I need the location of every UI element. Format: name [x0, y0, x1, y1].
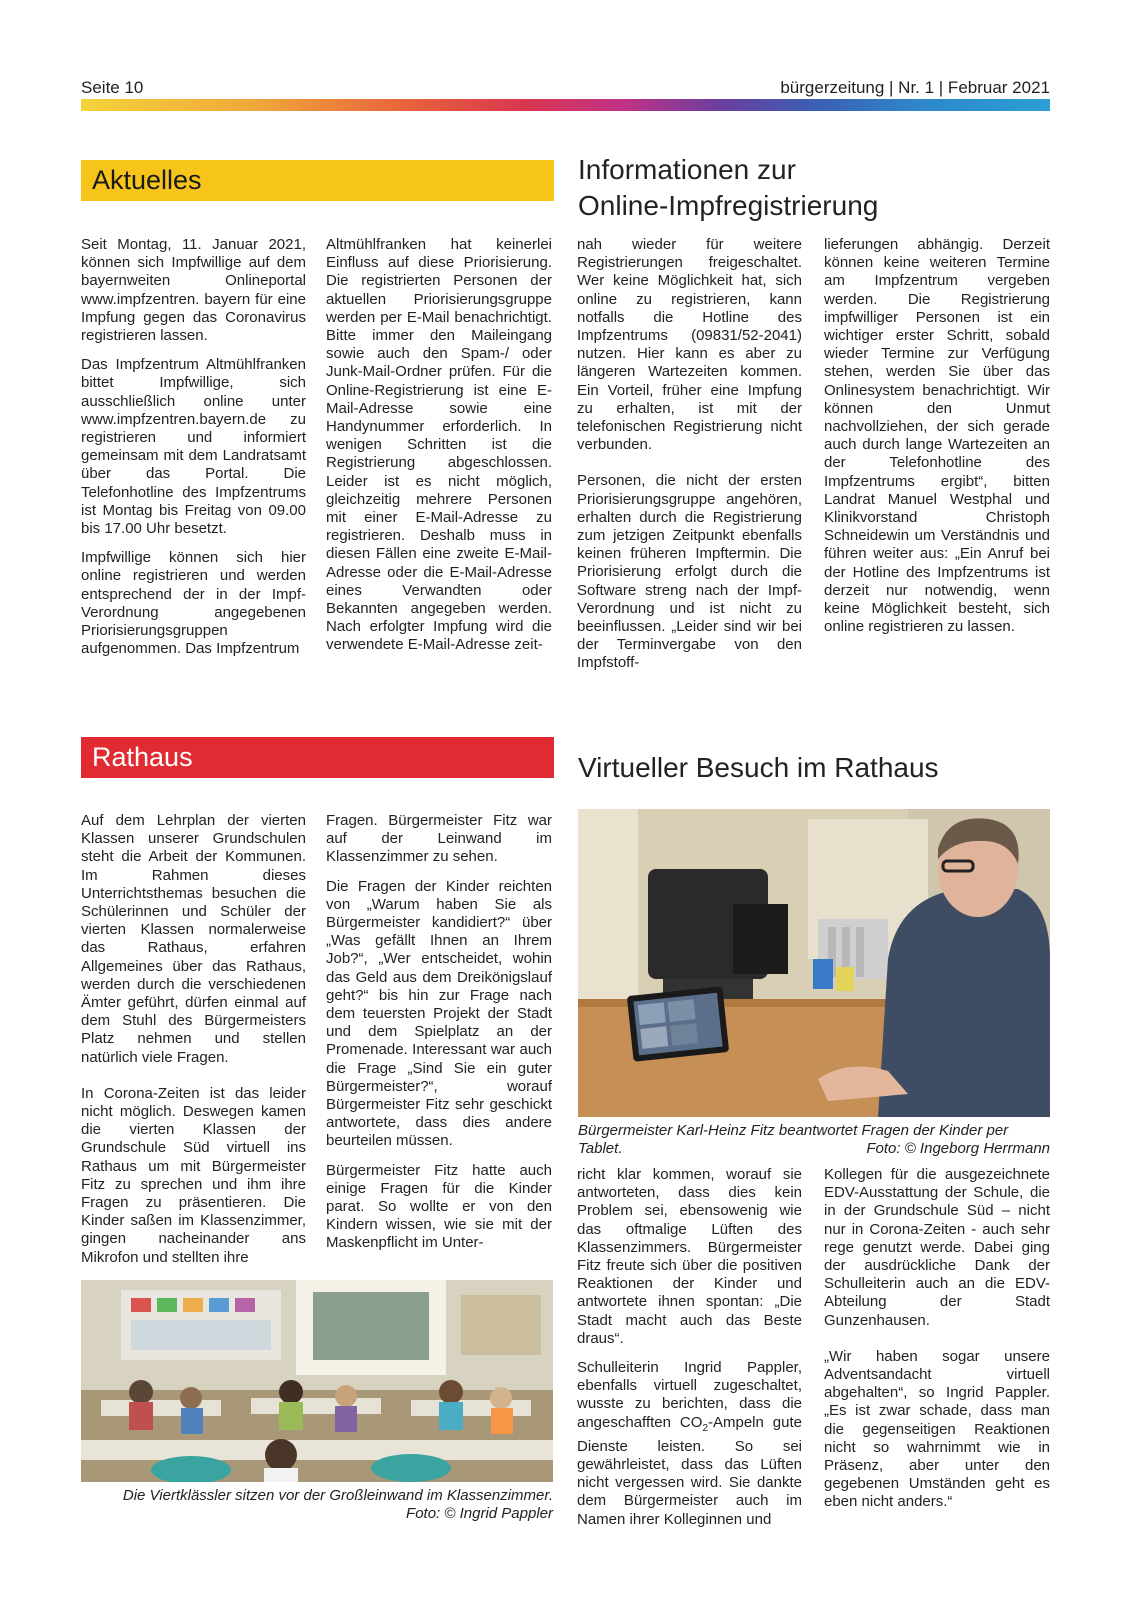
- photo-klassenzimmer-caption-line1: Die Viertklässler sitzen vor der Großleinwand im Klassenzimmer.: [122, 1487, 553, 1504]
- aktuelles-headline-line2: Online-Impfregistrierung: [578, 190, 879, 221]
- aktuelles-column-1: [81, 236, 306, 669]
- aktuelles-col1-paragraph-2: Das Impfzentrum Altmühlfranken bittet Impfwillige, sich ausschließlich online unter www.impfzentren.bayern.de zu registrieren und informiert gemeinsam mit dem Landratsamt über das Portal. Die Telefonhotline des Impfzentrums ist Montag bis Freitag von 09.00 bis 17.00 Uhr besetzt.: [81, 356, 306, 538]
- rathaus-col2-paragraph-3: Bürgermeister Fitz hatte auch einige Fragen für die Kinder parat. So wollte er von den Kindern wissen, wie sie mit der Maskenpflicht im Unter-: [326, 1161, 552, 1252]
- aktuelles-column-3: [577, 236, 802, 684]
- rathaus-col2-paragraph-1: Fragen. Bürgermeister Fitz war auf der Leinwand im Klassenzimmer zu sehen.: [326, 812, 552, 866]
- photo-buergermeister-caption-tablet: Tablet.: [578, 1140, 623, 1157]
- aktuelles-col1-paragraph-3: Impfwillige können sich hier online registrieren und werden entsprechend der in der Impf-Verordnung angegebenen Priorisierungsgruppen aufgenommen. Das Impfzentrum: [81, 549, 306, 658]
- rathaus-col1-paragraph-1: Auf dem Lehrplan der vierten Klassen unserer Grundschulen steht die Arbeit der Kommunen. Im Rahmen dieses Unterrichtsthemas besuchen die Schülerinnen und Schüler der vierten Klassen normalerweise das Rathaus, erfahren Allgemeines über das Rathaus, werden durch die verschiedenen Ämter geführt, dürfen einmal auf dem Stuhl des Bürgermeisters Platz nehmen und stellen natürlich viele Fragen.: [81, 812, 306, 1066]
- photo-buergermeister-tablet: [578, 809, 1050, 1117]
- aktuelles-col4-paragraph-1: lieferungen abhängig. Derzeit können keine weiteren Termine am Impfzentrum vergeben werden. Die Registrierung impfwilliger Personen ist ein wichtiger erster Schritt, sobald wieder Termine zur Verfügung stehen, werden Sie über das Onlinesystem benachrichtigt. Wir können den Unmut nachvollziehen, der sich gerade auch durch lange Wartezeiten an der Telefonhotline des Impfzentrums ergibt“, bitten Landrat Manuel Westphal und Klinikvorstand Christoph Schneidewin um Verständnis und führen weiter aus: „Ein Anruf bei der Hotline des Impfzentrums ist derzeit nur notwendig, wenn keine Möglichkeit besteht, sich online registrieren zu lassen.: [824, 236, 1050, 636]
- section-label-aktuelles: Aktuelles: [92, 165, 202, 195]
- photo-buergermeister-credit: Foto: © Ingeborg Herrmann: [866, 1140, 1050, 1157]
- aktuelles-headline: [578, 152, 878, 224]
- aktuelles-column-4: [824, 236, 1050, 647]
- rainbow-divider: [81, 99, 1050, 111]
- aktuelles-column-2: [326, 236, 552, 666]
- page-number: Seite 10: [81, 78, 144, 97]
- aktuelles-col3-paragraph-2: Personen, die nicht der ersten Priorisierungsgruppe angehören, erhalten durch die Registrierung zum jetzigen Zeitpunkt ebenfalls keinen früheren Impftermin. Die Priorisierung erfolgt durch die Software streng nach der Impf-Verordnung und ist nicht zu beeinflussen. „Leider sind wir bei der Terminvergabe von den Impfstoff-: [577, 472, 802, 672]
- rathaus-col4-paragraph-2: „Wir haben sogar unsere Adventsandacht virtuell abgehalten“, so Ingrid Pappler. „Es ist zwar schade, dass man die gegenseitigen Reaktionen nicht so wahrnimmt wie in Präsenz, aber unter den gegebenen Umständen geht es eben nicht anders.“: [824, 1347, 1050, 1511]
- rathaus-column-2: [326, 812, 552, 1264]
- photo-buergermeister-caption-line2: [578, 1140, 1050, 1158]
- aktuelles-headline-line1: Informationen zur: [578, 154, 796, 185]
- rathaus-headline: Virtueller Besuch im Rathaus: [578, 752, 939, 783]
- photo-buergermeister-caption: [578, 1122, 1050, 1158]
- aktuelles-col1-paragraph-1: Seit Montag, 11. Januar 2021, können sich Impfwillige auf dem bayernweiten Onlineportal www.impfzentren. bayern für eine Impfung gegen das Coronavirus registrieren lassen.: [81, 236, 306, 345]
- rathaus-column-1: [81, 812, 306, 1278]
- publication-info: bürgerzeitung | Nr. 1 | Februar 2021: [780, 78, 1050, 97]
- rathaus-col4-paragraph-1: Kollegen für die ausgezeichnete EDV-Ausstattung der Schule, die in der Grundschule Süd – nicht nur in Corona-Zeiten - auch sehr rege genutzt werde. Dabei ging der ausdrückliche Dank der Schulleiterin auch an die EDV-Abteilung der Stadt Gunzenhausen.: [824, 1166, 1050, 1329]
- section-label-rathaus: Rathaus: [92, 742, 193, 772]
- rathaus-col3-paragraph-2b: -Ampeln gute Dienste leisten. So sei gewährleistet, dass das Lüften nicht vergessen wird. Sie dankte dem Bürgermeister auch im Namen ihrer Kolleginnen und: [577, 1413, 803, 1528]
- aktuelles-col3-paragraph-1: nah wieder für weitere Registrierungen freigeschaltet. Wer keine Möglichkeit hat, sich online zu registrieren, kann notfalls die Hotline des Impfzentrums (09831/52-2041) nutzen. Hier kann es aber zu längeren Wartezeiten kommen. Ein Vorteil, früher eine Impfung zu erhalten, ist mit der telefonischen Registrierung nicht verbunden.: [577, 236, 802, 454]
- section-bar-aktuelles: [81, 160, 554, 201]
- photo-buergermeister-illustration: [578, 809, 1050, 1117]
- rathaus-col3-paragraph-2: [577, 1359, 802, 1529]
- photo-klassenzimmer-credit: Foto: © Ingrid Pappler: [406, 1505, 553, 1522]
- rathaus-col2-paragraph-2: Die Fragen der Kinder reichten von „Warum haben Sie als Bürgermeister kandidiert?“ über „Was gefällt Ihnen an Ihrem Job?“, „Wer entscheidet, wohin das Geld aus dem Dreikönigslauf geht?“ bis hin zur Frage nach dem teuersten Projekt der Stadt und dem Spielplatz an der Promenade. Interessant war auch die Frage „Sind Sie ein guter Bürgermeister?“, worauf Bürgermeister Fitz sehr geschickt antwortete, dass dies andere beurteilen müssen.: [326, 877, 552, 1150]
- photo-klassenzimmer: [81, 1280, 553, 1482]
- aktuelles-col2-paragraph-1: Altmühlfranken hat keinerlei Einfluss auf diese Priorisierung. Die registrierten Personen der aktuellen Priorisierungsgruppe werden per E-Mail benachrichtigt. Bitte immer den Maileingang sowie auch den Spam-/ oder Junk-Mail-Ordner prüfen. Für die Online-Registrierung ist eine E-Mail-Adresse sowie eine Handynummer erforderlich. In wenigen Schritten ist die Registrierung abgeschlossen. Leider ist es nicht möglich, gleichzeitig mehrere Personen mit einer E-Mail-Adresse zu registrieren. Deshalb muss in diesen Fällen eine zweite E-Mail-Adresse oder die E-Mail-Adresse eines Verwandten oder Bekannten angegeben werden. Nach erfolgter Impfung wird die verwendete E-Mail-Adresse zeit-: [326, 236, 552, 654]
- rathaus-col3-paragraph-2a: Schulleiterin Ingrid Pappler, ebenfalls virtuell zugeschaltet, wusste zu berichten, dass die angeschafften CO: [577, 1359, 802, 1431]
- photo-klassenzimmer-caption: [81, 1487, 553, 1523]
- rathaus-col1-paragraph-2: In Corona-Zeiten ist das leider nicht möglich. Deswegen kamen die vierten Klassen der Grundschule Süd virtuell ins Rathaus um mit Bürgermeister Fitz zu sprechen und ihm ihre Fragen zu präsentieren. Die Kinder saßen im Klassenzimmer, gingen nacheinander ans Mikrofon und stellten ihre: [81, 1084, 306, 1266]
- rathaus-column-4: [824, 1166, 1050, 1523]
- photo-buergermeister-caption-line1: Bürgermeister Karl-Heinz Fitz beantwortet Fragen der Kinder per: [578, 1122, 1009, 1139]
- co2-subscript: 2: [702, 1422, 708, 1434]
- section-bar-rathaus: [81, 737, 554, 778]
- rathaus-column-3: [577, 1166, 802, 1540]
- photo-klassenzimmer-illustration: [81, 1280, 553, 1482]
- rathaus-col3-paragraph-1: richt klar kommen, worauf sie antworteten, dass dies kein Problem sei, ebensowenig wie das oftmalige Lüften des Klassenzimmers. Bürgermeister Fitz freute sich über die positiven Reaktionen der Kinder und antwortete ihnen spontan: „Die Stadt macht auch das Beste draus“.: [577, 1166, 802, 1347]
